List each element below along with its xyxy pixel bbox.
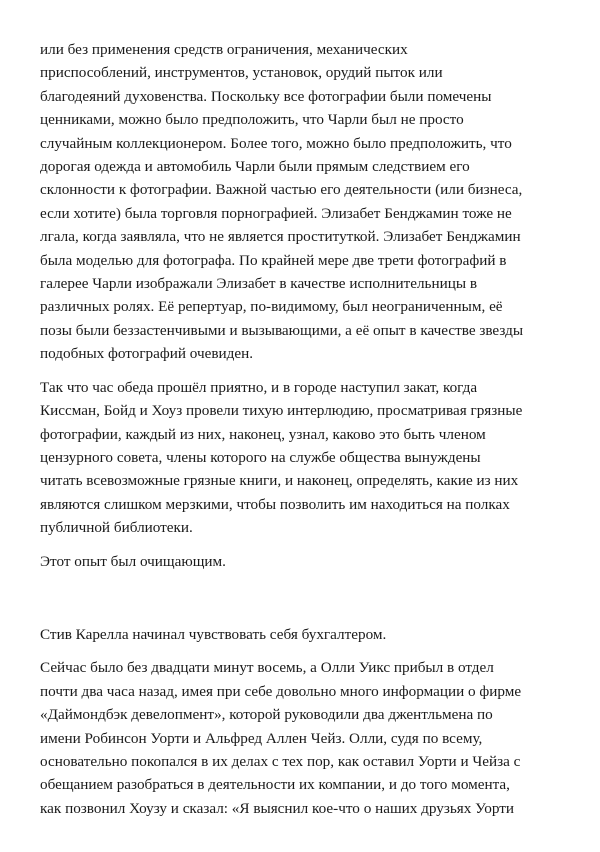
paragraph-5	[40, 656, 560, 820]
text-line: являются слишком мерзкими, чтобы позволить им находиться на полках	[40, 495, 510, 513]
text-line: различных ролях. Её репертуар, по-видимому, был неограниченным, её	[40, 298, 503, 316]
text-line: позы были беззастенчивыми и вызывающими, а её опыт в качестве звезды	[40, 321, 524, 339]
text-line: лгала, когда заявляла, что не является проституткой. Элизабет Бенджамин	[40, 228, 521, 246]
paragraph-2	[40, 376, 560, 540]
text-line: подобных фотографий очевиден.	[40, 345, 254, 363]
text-line: галерее Чарли изображали Элизабет в качестве исполнительницы в	[40, 275, 478, 293]
text-line: цензурного совета, члены которого на службе общества вынуждены	[40, 448, 481, 466]
text-line: Сейчас было без двадцати минут восемь, а Олли Уикс прибыл в отдел	[40, 659, 494, 677]
text-line: была моделью для фотографа. По крайней мере две трети фотографий в	[40, 251, 507, 269]
text-line: публичной библиотеки.	[40, 519, 193, 537]
text-line: основательно покопался в их делах с тех пор, как оставил Уорти и Чейза с	[40, 752, 521, 770]
text-line: Киссман, Бойд и Хоуз провели тихую интерлюдию, просматривая грязные	[40, 402, 523, 420]
text-line: ценниками, можно было предположить, что Чарли был не просто	[40, 111, 464, 129]
text-line: Этот опыт был очищающим.	[40, 552, 226, 570]
text-line: читать всевозможные грязные книги, и наконец, определять, какие из них	[40, 472, 519, 490]
text-line: случайным коллекционером. Более того, можно было предположить, что	[40, 134, 512, 152]
text-line: или без применения средств ограничения, механических	[40, 41, 408, 58]
text-line: Так что час обеда прошёл приятно, и в городе наступил закат, когда	[40, 378, 478, 396]
text-line: «Даймондбэк девелопмент», которой руководили два джентльмена по	[40, 706, 493, 724]
text-line: если хотите) была торговля порнографией. Элизабет Бенджамин тоже не	[40, 204, 512, 222]
paragraph-3	[40, 550, 560, 573]
text-line: имени Робинсон Уорти и Альфред Аллен Чейз. Олли, судя по всему,	[40, 729, 483, 747]
text-line: дорогая одежда и автомобиль Чарли были прямым следствием его	[40, 158, 470, 176]
text-line: склонности к фотографии. Важной частью его деятельности (или бизнеса,	[40, 181, 523, 199]
text-line: почти два часа назад, имея при себе довольно много информации о фирме	[40, 682, 522, 700]
paragraph-4	[40, 623, 560, 646]
text-line: приспособлений, инструментов, установок, орудий пыток или	[40, 64, 443, 82]
text-line: Стив Карелла начинал чувствовать себя бухгалтером.	[40, 625, 387, 643]
text-line: обещанием разобраться в деятельности их компании, и до того момента,	[40, 776, 510, 794]
text-line: фотографии, каждый из них, наконец, узнал, каково это быть членом	[40, 425, 486, 443]
text-line: благодеяний духовенства. Поскольку все фотографии были помечены	[40, 87, 492, 105]
section-break	[40, 583, 560, 623]
paragraph-1	[40, 38, 560, 366]
text-line: как позвонил Хоузу и сказал: «Я выяснил кое-что о наших друзьях Уорти	[40, 799, 514, 817]
